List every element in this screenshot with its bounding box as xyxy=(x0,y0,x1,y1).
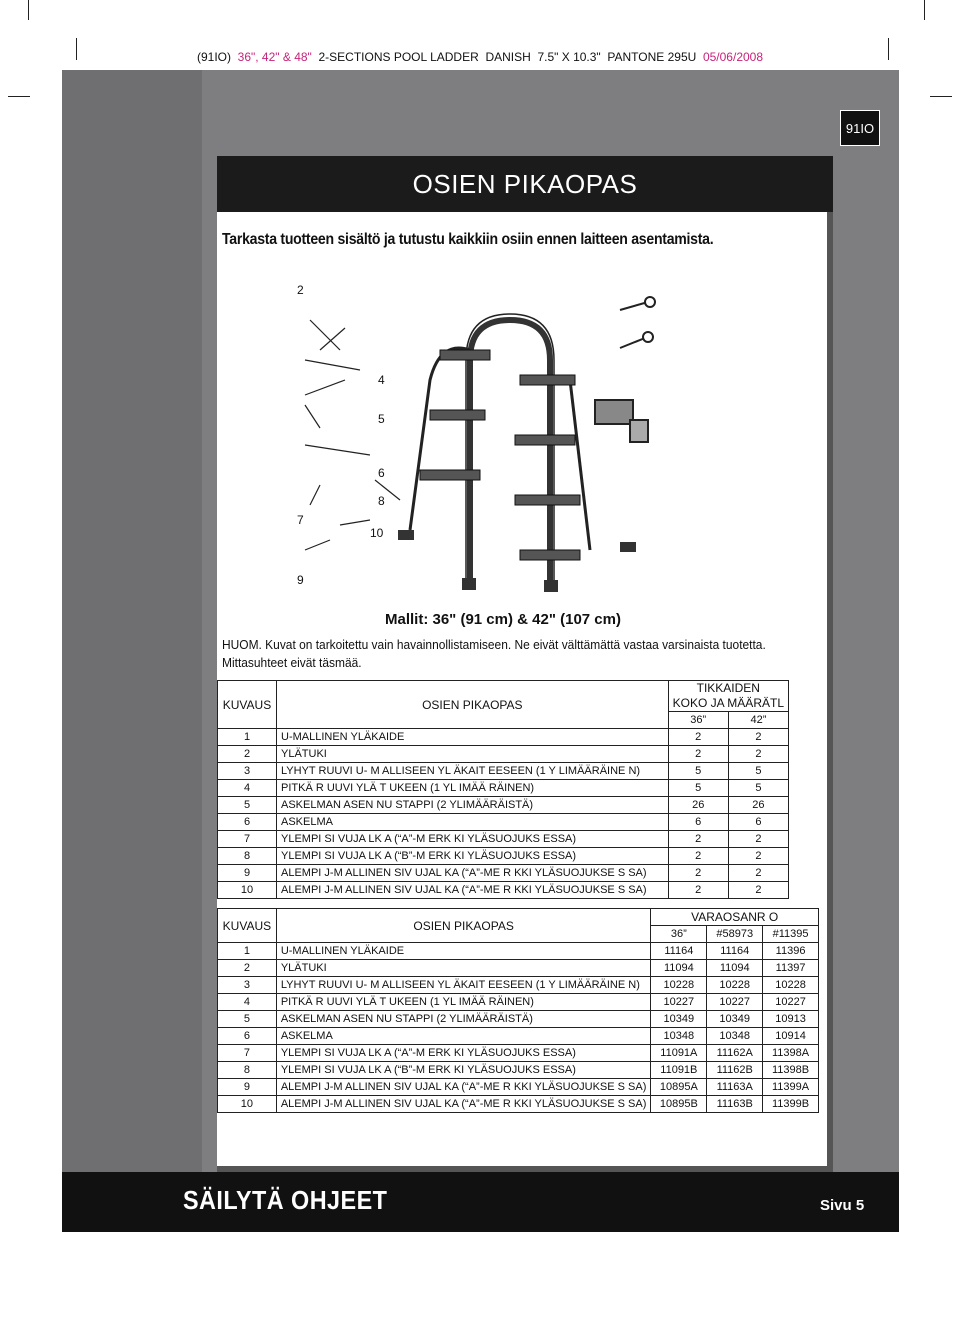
row-description: YLEMPI SI VUJA LK A (“A”-M ERK KI YLÄSUOJUKS ESSA) xyxy=(276,1045,651,1062)
row-value: 10895A xyxy=(651,1079,707,1096)
table-row xyxy=(218,865,789,882)
callout-9: 9 xyxy=(297,573,304,587)
row-value: 11163B xyxy=(707,1096,763,1113)
row-description: U-MALLINEN YLÄKAIDE xyxy=(276,943,651,960)
row-description: ALEMPI J-M ALLINEN SIV UJAL KA (“A”-ME R KKI YLÄSUOJUKSE S SA) xyxy=(276,1079,651,1096)
row-value: 2 xyxy=(728,848,788,865)
row-value: 11396 xyxy=(763,943,819,960)
row-value: 2 xyxy=(728,729,788,746)
table-row xyxy=(218,1045,819,1062)
sub-42: 42” xyxy=(728,712,788,729)
row-number: 3 xyxy=(218,977,277,994)
row-value: 10913 xyxy=(763,1011,819,1028)
table-row xyxy=(218,1011,819,1028)
table-row xyxy=(218,1079,819,1096)
gray-sidebar xyxy=(62,70,202,1175)
table-row xyxy=(218,797,789,814)
row-number: 5 xyxy=(218,797,277,814)
row-number: 9 xyxy=(218,865,277,882)
row-number: 10 xyxy=(218,882,277,899)
row-value: 5 xyxy=(668,780,728,797)
col-title: OSIEN PIKAOPAS xyxy=(277,681,669,729)
row-description: ASKELMA xyxy=(276,1028,651,1045)
row-description: YLÄTUKI xyxy=(277,746,669,763)
row-value: 10895B xyxy=(651,1096,707,1113)
banner-title: OSIEN PIKAOPAS xyxy=(217,156,833,212)
crop-mark xyxy=(28,0,29,20)
table-row xyxy=(218,994,819,1011)
callout-8: 8 xyxy=(378,494,385,508)
row-number: 4 xyxy=(218,780,277,797)
table-row xyxy=(218,831,789,848)
row-value: 2 xyxy=(668,729,728,746)
row-value: 10228 xyxy=(651,977,707,994)
footer-page xyxy=(820,1197,864,1214)
row-value: 2 xyxy=(728,831,788,848)
code-box: 91IO xyxy=(840,110,880,146)
header-format: 7.5" X 10.3" xyxy=(537,50,601,64)
print-header xyxy=(0,50,960,64)
callout-6: 6 xyxy=(378,466,385,480)
row-number: 1 xyxy=(218,943,277,960)
table-row xyxy=(218,814,789,831)
row-value: 10228 xyxy=(707,977,763,994)
row-value: 2 xyxy=(668,848,728,865)
table-row xyxy=(218,1096,819,1113)
row-description: U-MALLINEN YLÄKAIDE xyxy=(277,729,669,746)
table-row xyxy=(218,943,819,960)
row-number: 8 xyxy=(218,1062,277,1079)
col-kuvaus: KUVAUS xyxy=(218,909,277,943)
col-kuvaus: KUVAUS xyxy=(218,681,277,729)
table-row xyxy=(218,848,789,865)
row-number: 7 xyxy=(218,1045,277,1062)
table-row xyxy=(218,763,789,780)
sub-58973: #58973 xyxy=(707,926,763,943)
table-row xyxy=(218,960,819,977)
row-value: 2 xyxy=(668,882,728,899)
row-value: 11091A xyxy=(651,1045,707,1062)
callout-5: 5 xyxy=(378,412,385,426)
table-row xyxy=(218,729,789,746)
row-value: 10348 xyxy=(651,1028,707,1045)
header-product: 2-SECTIONS POOL LADDER xyxy=(318,50,479,64)
note-text: HUOM. Kuvat on tarkoitettu vain havainnollistamiseen. Ne eivät välttämättä vastaa varsinaista tuotetta. Mittasuhteet eivät täsmää. xyxy=(222,637,766,670)
row-description: ASKELMAN ASEN NU STAPPI (2 YLIMÄÄRÄISTÄ) xyxy=(277,797,669,814)
row-number: 3 xyxy=(218,763,277,780)
row-value: 10228 xyxy=(763,977,819,994)
row-value: 11399A xyxy=(763,1079,819,1096)
header-date: 05/06/2008 xyxy=(702,50,764,64)
row-description: LYHYT RUUVI U- M ALLISEEN YL ÄKAIT EESEEN (1 Y LIMÄÄRÄINE N) xyxy=(276,977,651,994)
table-row xyxy=(218,746,789,763)
row-value: 11094 xyxy=(651,960,707,977)
row-number: 7 xyxy=(218,831,277,848)
row-number: 2 xyxy=(218,960,277,977)
row-value: 11164 xyxy=(707,943,763,960)
callout-4: 4 xyxy=(378,373,385,387)
col-size-line2: KOKO JA MÄÄRÄTL xyxy=(672,696,784,710)
row-number: 1 xyxy=(218,729,277,746)
row-value: 6 xyxy=(668,814,728,831)
row-value: 2 xyxy=(668,831,728,848)
row-value: 11163A xyxy=(707,1079,763,1096)
row-value: 2 xyxy=(728,865,788,882)
col-size-line1: TIKKAIDEN xyxy=(696,681,760,695)
footer-title: SÄILYTÄ OHJEET xyxy=(183,1185,388,1215)
footer-page-label: Sivu xyxy=(820,1197,852,1214)
parts-quantity-table xyxy=(217,680,789,899)
row-value: 26 xyxy=(668,797,728,814)
row-description: YLEMPI SI VUJA LK A (“A”-M ERK KI YLÄSUOJUKS ESSA) xyxy=(277,831,669,848)
row-value: 26 xyxy=(728,797,788,814)
callout-10: 10 xyxy=(370,526,384,540)
crop-mark xyxy=(930,96,952,97)
row-value: 10348 xyxy=(707,1028,763,1045)
row-value: 11398A xyxy=(763,1045,819,1062)
header-sizes: 36", 42" & 48" xyxy=(237,50,312,64)
row-description: PITKÄ R UUVI YLÄ T UKEEN (1 YL IMÄÄ RÄINEN) xyxy=(276,994,651,1011)
sub-36: 36” xyxy=(668,712,728,729)
col-parts: VARAOSANR O xyxy=(651,909,819,926)
row-number: 10 xyxy=(218,1096,277,1113)
row-number: 2 xyxy=(218,746,277,763)
parts-quantity-rows xyxy=(218,729,789,899)
spare-parts-rows xyxy=(218,943,819,1113)
row-value: 11091B xyxy=(651,1062,707,1079)
sub-36: 36” xyxy=(651,926,707,943)
models-line: Mallit: 36" (91 cm) & 42" (107 cm) xyxy=(385,611,621,628)
row-value: 10914 xyxy=(763,1028,819,1045)
row-value: 5 xyxy=(668,763,728,780)
row-number: 4 xyxy=(218,994,277,1011)
spare-parts-table xyxy=(217,908,819,1113)
row-number: 6 xyxy=(218,814,277,831)
row-description: PITKÄ R UUVI YLÄ T UKEEN (1 YL IMÄÄ RÄINEN) xyxy=(277,780,669,797)
table-row xyxy=(218,1062,819,1079)
sub-11395: #11395 xyxy=(763,926,819,943)
row-value: 11094 xyxy=(707,960,763,977)
header-language: DANISH xyxy=(485,50,531,64)
row-value: 10227 xyxy=(651,994,707,1011)
col-size xyxy=(668,681,788,712)
row-description: LYHYT RUUVI U- M ALLISEEN YL ÄKAIT EESEEN (1 Y LIMÄÄRÄINE N) xyxy=(277,763,669,780)
row-value: 2 xyxy=(728,746,788,763)
crop-mark xyxy=(8,96,30,97)
row-value: 11397 xyxy=(763,960,819,977)
callout-7: 7 xyxy=(297,513,304,527)
header-pantone: PANTONE 295U xyxy=(607,50,697,64)
row-value: 10227 xyxy=(763,994,819,1011)
table-row xyxy=(218,780,789,797)
row-value: 11162B xyxy=(707,1062,763,1079)
col-title: OSIEN PIKAOPAS xyxy=(276,909,651,943)
row-number: 6 xyxy=(218,1028,277,1045)
row-description: YLÄTUKI xyxy=(276,960,651,977)
row-value: 5 xyxy=(728,780,788,797)
header-code: (91IO) xyxy=(196,50,231,64)
row-value: 11399B xyxy=(763,1096,819,1113)
row-value: 11164 xyxy=(651,943,707,960)
row-description: YLEMPI SI VUJA LK A (“B”-M ERK KI YLÄSUOJUKS ESSA) xyxy=(277,848,669,865)
row-number: 9 xyxy=(218,1079,277,1096)
row-value: 2 xyxy=(728,882,788,899)
crop-mark xyxy=(924,0,925,20)
row-number: 8 xyxy=(218,848,277,865)
row-value: 5 xyxy=(728,763,788,780)
row-value: 11398B xyxy=(763,1062,819,1079)
row-value: 2 xyxy=(668,746,728,763)
row-value: 10349 xyxy=(707,1011,763,1028)
instruction-text: Tarkasta tuotteen sisältö ja tutustu kaikkiin osiin ennen laitteen asentamista. xyxy=(222,231,714,248)
row-description: ASKELMA xyxy=(277,814,669,831)
row-description: YLEMPI SI VUJA LK A (“B”-M ERK KI YLÄSUOJUKS ESSA) xyxy=(276,1062,651,1079)
row-description: ALEMPI J-M ALLINEN SIV UJAL KA (“A”-ME R KKI YLÄSUOJUKSE S SA) xyxy=(276,1096,651,1113)
footer-page-number: 5 xyxy=(855,1197,865,1214)
callout-2: 2 xyxy=(297,283,304,297)
table-row xyxy=(218,1028,819,1045)
row-description: ALEMPI J-M ALLINEN SIV UJAL KA (“A”-ME R KKI YLÄSUOJUKSE S SA) xyxy=(277,865,669,882)
row-number: 5 xyxy=(218,1011,277,1028)
row-value: 6 xyxy=(728,814,788,831)
row-description: ASKELMAN ASEN NU STAPPI (2 YLIMÄÄRÄISTÄ) xyxy=(276,1011,651,1028)
row-value: 11162A xyxy=(707,1045,763,1062)
table-row xyxy=(218,882,789,899)
row-value: 10227 xyxy=(707,994,763,1011)
table-row xyxy=(218,977,819,994)
row-description: ALEMPI J-M ALLINEN SIV UJAL KA (“A”-ME R KKI YLÄSUOJUKSE S SA) xyxy=(277,882,669,899)
row-value: 10349 xyxy=(651,1011,707,1028)
row-value: 2 xyxy=(668,865,728,882)
ladder-diagram xyxy=(290,280,670,600)
